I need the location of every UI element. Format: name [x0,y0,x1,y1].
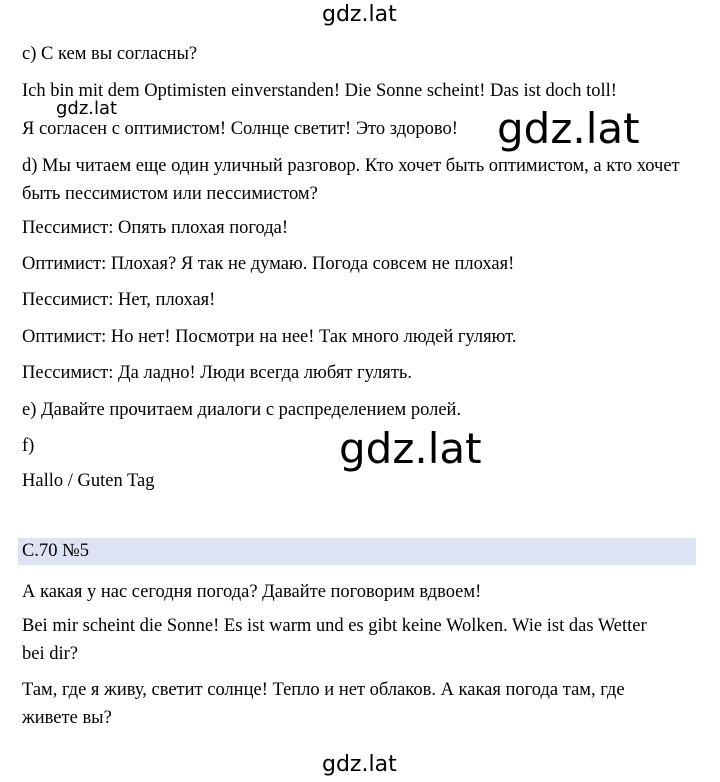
watermark-top: gdz.lat [322,2,397,27]
watermark-bottom: gdz.lat [322,752,397,777]
dialogue-line-5: Пессимист: Да ладно! Люди всегда любят гулять. [22,363,412,383]
dialogue-line-3: Пессимист: Нет, плохая! [22,290,216,310]
watermark-large-2: gdz.lat [339,424,482,473]
dialogue-line-2: Оптимист: Плохая? Я так не думаю. Погода совсем не плохая! [22,254,515,274]
section-header [18,538,696,565]
section-answer-de: Bei mir scheint die Sonne! Es ist warm und es gibt keine Wolken. Wie ist das Wetter bei dir? [22,616,647,664]
task-c-answer-ru: Я согласен с оптимистом! Солнце светит! Это здорово! [22,119,458,139]
task-f-answer: Hallo / Guten Tag [22,471,155,491]
task-d-question: d) Мы читаем еще один уличный разговор. Кто хочет быть оптимистом, а кто хочет быть пессимистом или пессимистом? [22,156,680,204]
task-e: e) Давайте прочитаем диалоги с распределением ролей. [22,400,462,420]
watermark-large-1: gdz.lat [497,104,640,153]
task-c-question: c) С кем вы согласны? [22,44,198,64]
section-title: С.70 №5 [22,541,89,561]
section-answer-ru: Там, где я живу, светит солнце! Тепло и нет облаков. А какая погода там, где живете вы? [22,680,625,728]
dialogue-line-4: Оптимист: Но нет! Посмотри на нее! Так много людей гуляют. [22,327,517,347]
section-question: А какая у нас сегодня погода? Давайте поговорим вдвоем! [22,582,482,602]
dialogue-line-1: Пессимист: Опять плохая погода! [22,218,288,238]
task-f-label: f) [22,436,35,456]
watermark-small: gdz.lat [56,98,118,119]
task-c-answer-de: Ich bin mit dem Optimisten einverstanden! Die Sonne scheint! Das ist doch toll! [22,81,617,101]
